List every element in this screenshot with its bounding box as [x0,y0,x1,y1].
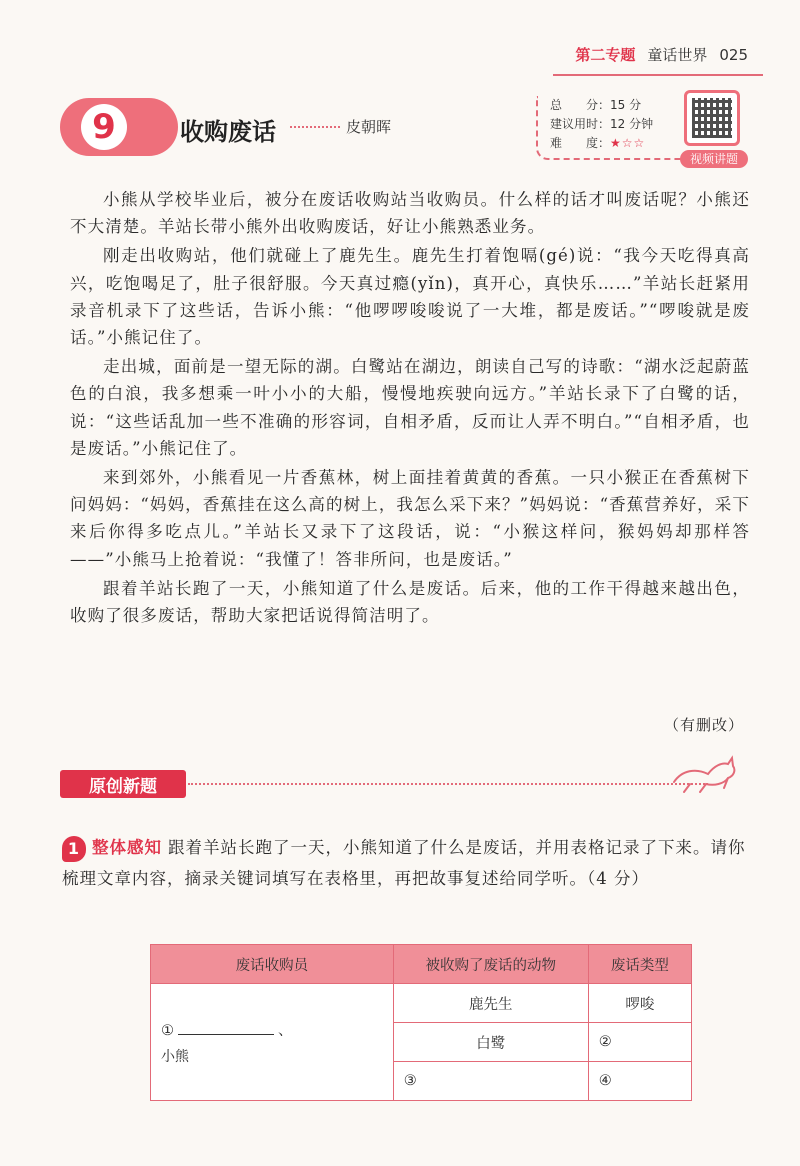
lesson-number: 9 [81,104,127,150]
total-score-row [550,96,688,115]
page-header [575,44,748,65]
table-header-cell: 废话收购员 [151,945,394,984]
time-row [550,115,688,134]
section-dotted-line [188,783,708,785]
header-rule [553,74,763,76]
collector-name: 小熊 [161,1048,189,1065]
table-header-row [151,945,692,984]
article-paragraph: 小熊从学校毕业后，被分在废话收购站当收购员。什么样的话才叫废话呢？小熊还不大清楚。羊站长带小熊外出收购废话，好让小熊熟悉业务。 [70,190,750,237]
type-cell: 啰唆 [588,984,691,1023]
animal-cell: 鹿先生 [393,984,588,1023]
difficulty-row [550,134,688,153]
collector-blank-row[interactable] [161,1019,392,1040]
section-bar [60,770,760,810]
article-body [70,186,750,631]
question-tag: 整体感知 [92,838,162,857]
question-number: 1 [62,836,86,862]
qr-code-icon[interactable] [684,90,740,146]
article-paragraph: 来到郊外，小熊看见一片香蕉林，树上面挂着黄黄的香蕉。一只小猴正在香蕉树下问妈妈：“妈妈，香蕉挂在这么高的树上，我怎么采下来？”妈妈说：“香蕉营养好，采下来后你得多吃点儿。”羊站长又录下了这段话，说：“小猴这样问，猴妈妈却那样答——”小熊马上抢着说：“我懂了！答非所问，也是废话。” [70,468,750,569]
answer-table [150,944,692,1101]
total-value: 15 分 [610,98,642,112]
difficulty-label: 难 度： [550,136,611,150]
table-row [151,984,692,1023]
blank-marker: ① [161,1022,174,1039]
author-name: 皮朝晖 [346,118,392,136]
section-label: 原创新题 [60,770,186,798]
topic-label: 第二专题 [575,46,636,64]
article-paragraph: 跟着羊站长跑了一天，小熊知道了什么是废话。后来，他的工作干得越来越出色，收购了很多废话，帮助大家把话说得简洁明了。 [70,578,750,626]
article-paragraph: 走出城，面前是一望无际的湖。白鹭站在湖边，朗读自己写的诗歌：“湖水泛起蔚蓝色的白浪，我多想乘一叶小小的大船，慢慢地疾驶向远方。”羊站长录下了白鹭的话，说：“这些话乱加一些不准确的形容词，自相矛盾，反而让人弄不明白。”“自相矛盾，也是废话。”小熊记住了。 [70,357,750,458]
info-box [536,96,688,160]
article-paragraph: 刚走出收购站，他们就碰上了鹿先生。鹿先生打着饱嗝(gé)说：“我今天吃得真高兴，吃饱喝足了，肚子很舒服。今天真过瘾(yǐn)，真开心，真快乐……”羊站长赶紧用录音机录下了这些话，告诉小熊：“他啰啰唆唆说了一大堆，都是废话。”“啰唆就是废话。”小熊记住了。 [70,246,750,348]
video-explain-label[interactable]: 视频讲题 [680,150,748,168]
answer-blank-1[interactable] [178,1034,274,1035]
total-label: 总 分： [550,98,611,112]
lesson-badge [60,98,178,156]
table-header-cell: 被收购了废话的动物 [393,945,588,984]
table-header-cell: 废话类型 [588,945,691,984]
animal-cell: 白鹭 [393,1023,588,1062]
page-number: 025 [719,45,748,64]
separator: 、 [278,1022,293,1039]
source-note: （有删改） [663,716,744,734]
cat-icon [670,752,738,796]
time-label: 建议用时： [550,117,611,131]
time-value: 12 分钟 [610,117,654,131]
animal-answer-cell[interactable]: ③ [393,1062,588,1101]
question-text: 跟着羊站长跑了一天，小熊知道了什么是废话，并用表格记录了下来。请你梳理文章内容，摘录关键词填写在表格里，再把故事复述给同学听。（4 分） [62,838,746,888]
section-label: 童话世界 [647,46,708,64]
type-answer-cell[interactable]: ② [588,1023,691,1062]
collector-cell [151,984,394,1101]
type-answer-cell[interactable]: ④ [588,1062,691,1101]
author-dots [290,126,340,128]
question-1 [62,832,752,894]
difficulty-stars: ★☆☆ [610,136,646,150]
article-title: 收购废话 [180,118,276,146]
